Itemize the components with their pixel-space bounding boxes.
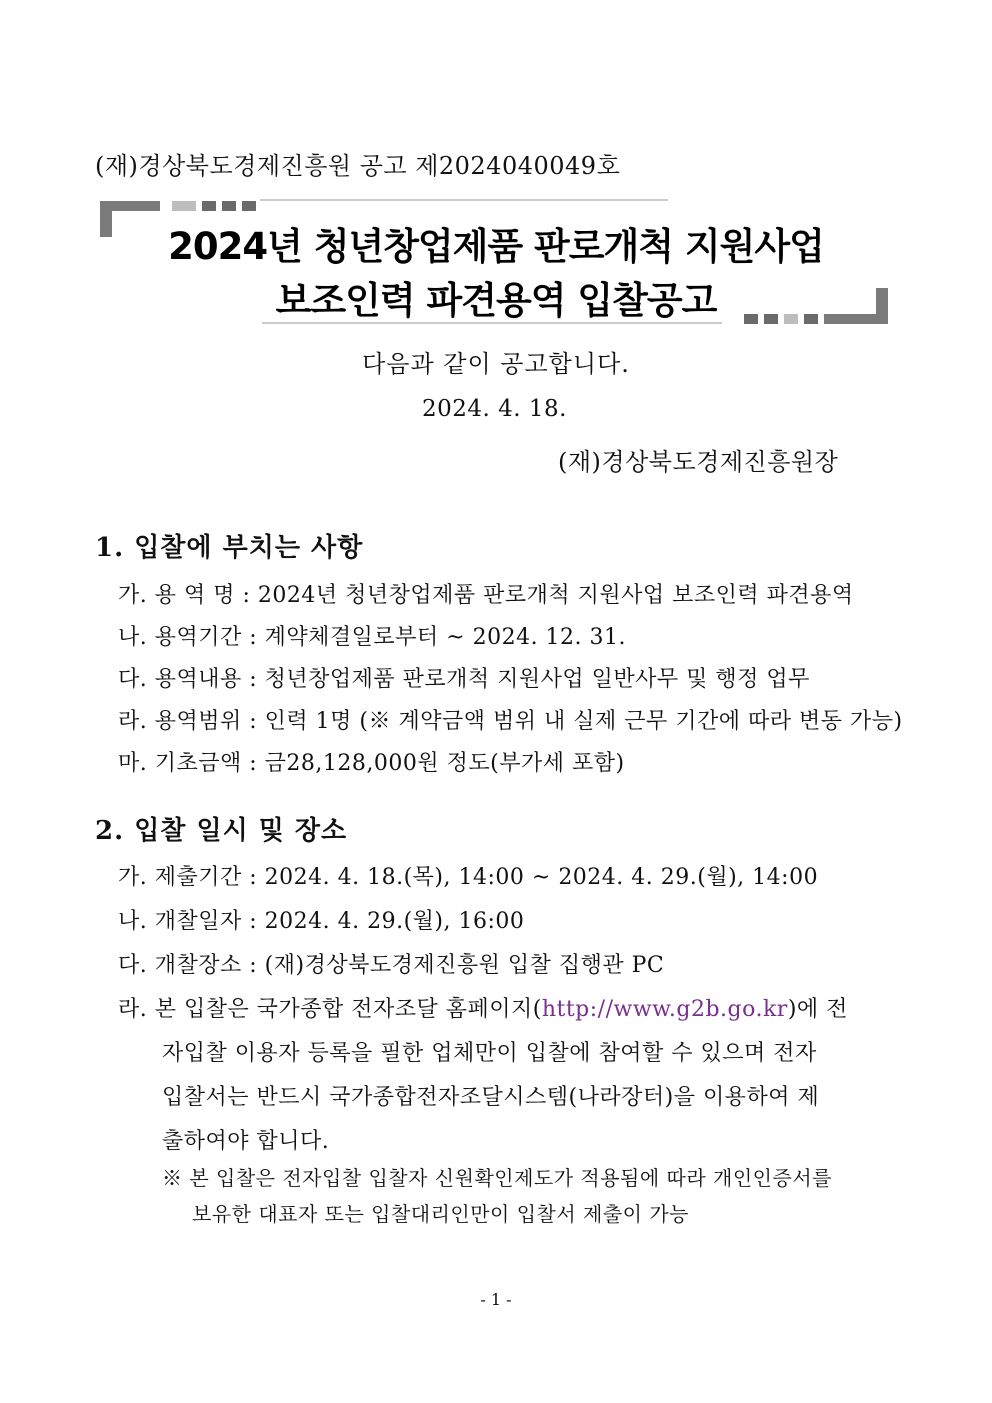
section-1-item: 라. 용역범위 : 인력 1명 (※ 계약금액 범위 내 실제 근무 기간에 따라 변동 가능) <box>118 709 903 734</box>
section-1-item: 마. 기초금액 : 금28,128,000원 정도(부가세 포함) <box>118 751 625 776</box>
item-d-line-4: 출하여야 합니다. <box>162 1129 330 1154</box>
section-2-item: 나. 개찰일자 : 2024. 4. 29.(월), 16:00 <box>118 909 525 934</box>
item-d-text-before-link: 라. 본 입찰은 국가종합 전자조달 홈페이지( <box>118 997 542 1022</box>
title-line-1: 2024년 청년창업제품 판로개척 지원사업 <box>168 225 824 268</box>
signer: (재)경상북도경제진흥원장 <box>558 448 839 476</box>
section-1-item: 나. 용역기간 : 계약체결일로부터 ~ 2024. 12. 31. <box>118 625 627 650</box>
section-1-heading: 1. 입찰에 부치는 사항 <box>95 533 364 563</box>
note-line-1: ※ 본 입찰은 전자입찰 입찰자 신원확인제도가 적용됨에 따라 개인인증서를 <box>162 1166 832 1190</box>
section-2-item: 가. 제출기간 : 2024. 4. 18.(목), 14:00 ~ 2024. 4. 29.(월), 14:00 <box>118 865 819 890</box>
item-d-line-2: 자입찰 이용자 등록을 필한 업체만이 입찰에 참여할 수 있으며 전자 <box>162 1041 817 1066</box>
title-line-2: 보조인력 파견용역 입찰공고 <box>275 279 717 322</box>
page-number: - 1 - <box>480 1290 512 1309</box>
note-line-2: 보유한 대표자 또는 입찰대리인만이 입찰서 제출이 가능 <box>192 1202 690 1226</box>
notice-date: 2024. 4. 18. <box>422 396 567 422</box>
item-d-line-3: 입찰서는 반드시 국가종합전자조달시스템(나라장터)을 이용하여 제 <box>162 1085 820 1110</box>
intro-text: 다음과 같이 공고합니다. <box>362 350 630 378</box>
g2b-link[interactable]: http://www.g2b.go.kr <box>541 997 788 1022</box>
section-1-item: 다. 용역내용 : 청년창업제품 판로개척 지원사업 일반사무 및 행정 업무 <box>118 667 810 692</box>
item-d-line-1 <box>118 992 848 1023</box>
title-frame-bottom-right <box>262 286 892 326</box>
notice-number: (재)경상북도경제진흥원 공고 제2024040049호 <box>95 152 621 180</box>
section-1-item: 가. 용 역 명 : 2024년 청년창업제품 판로개척 지원사업 보조인력 파견용역 <box>118 583 854 608</box>
item-d-text-after-link: )에 전 <box>787 997 848 1022</box>
section-2-item: 다. 개찰장소 : (재)경상북도경제진흥원 입찰 집행관 PC <box>118 953 665 978</box>
section-2-heading: 2. 입찰 일시 및 장소 <box>95 816 348 846</box>
